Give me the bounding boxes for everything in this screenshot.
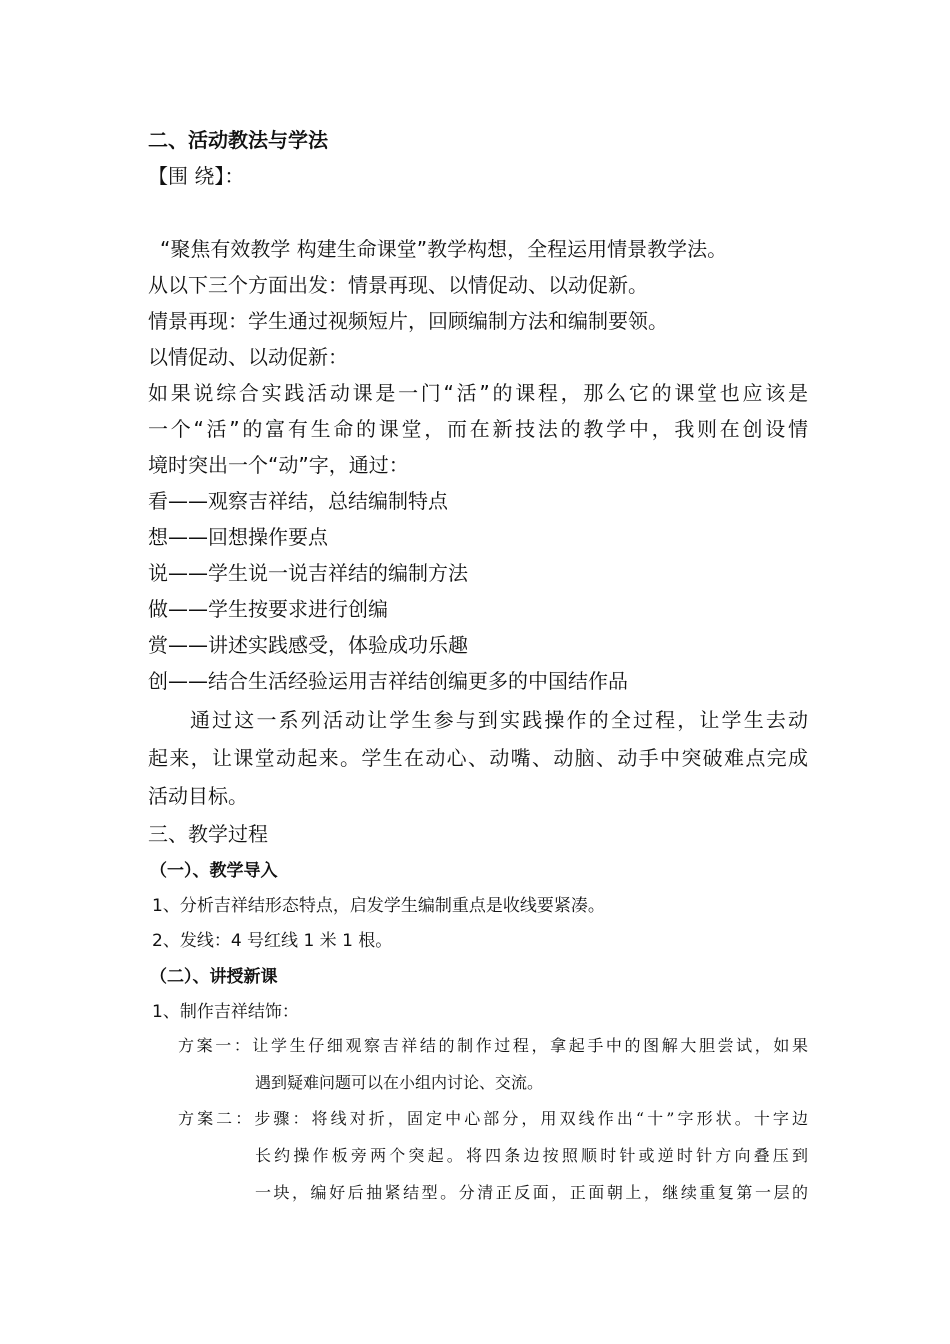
live-paragraph-line: 一个“活”的富有生命的课堂，而在新技法的教学中，我则在创设情 — [148, 417, 808, 441]
subsection-heading: （一）、教学导入 — [150, 861, 278, 881]
plan-two-line: 一块，编好后抽紧结型。分清正反面，正面朝上，继续重复第一层的 — [255, 1183, 808, 1202]
plan-one-line: 遇到疑难问题可以在小组内讨论、交流。 — [255, 1073, 544, 1092]
subsection-heading: （二）、讲授新课 — [150, 967, 278, 987]
intro-item: 1、分析吉祥结形态特点，启发学生编制重点是收线要紧凑。 — [152, 896, 605, 916]
intro-paragraph: “聚焦有效教学 构建生命课堂”教学构想，全程运用情景教学法。 — [160, 237, 728, 261]
scene-paragraph: 情景再现：学生通过视频短片，回顾编制方法和编制要领。 — [148, 309, 668, 333]
live-paragraph-line: 如果说综合实践活动课是一门“活”的课程，那么它的课堂也应该是 — [148, 381, 808, 405]
live-paragraph-line: 境时突出一个“动”字，通过： — [148, 453, 409, 477]
plan-one-line: 方案一：让学生仔细观察吉祥结的制作过程，拿起手中的图解大胆尝试，如果 — [178, 1036, 808, 1055]
summary-paragraph-line: 活动目标。 — [148, 784, 248, 808]
action-item: 说——学生说一说吉祥结的编制方法 — [148, 561, 468, 585]
plan-two-line: 方案二：步骤：将线对折，固定中心部分，用双线作出“十”字形状。十字边 — [178, 1109, 808, 1128]
section-heading-2: 二、活动教法与学法 — [148, 128, 328, 152]
lesson-item: 1、制作吉祥结饰： — [152, 1002, 299, 1022]
summary-paragraph-line: 起来，让课堂动起来。学生在动心、动嘴、动脑、动手中突破难点完成 — [148, 746, 808, 770]
emotion-paragraph: 以情促动、以动促新： — [148, 345, 348, 369]
plan-two-line: 长约操作板旁两个突起。将四条边按照顺时针或逆时针方向叠压到 — [255, 1146, 808, 1165]
action-item: 创——结合生活经验运用吉祥结创编更多的中国结作品 — [148, 669, 628, 693]
action-item: 做——学生按要求进行创编 — [148, 597, 388, 621]
around-label: 【围 绕】： — [148, 164, 245, 188]
action-item: 看——观察吉祥结，总结编制特点 — [148, 489, 448, 513]
intro-item: 2、发线：4 号红线 1 米 1 根。 — [152, 931, 393, 951]
action-item: 赏——讲述实践感受，体验成功乐趣 — [148, 633, 468, 657]
summary-paragraph-line: 通过这一系列活动让学生参与到实践操作的全过程，让学生去动 — [190, 708, 808, 732]
section-heading-3: 三、教学过程 — [148, 822, 268, 846]
three-aspects-paragraph: 从以下三个方面出发：情景再现、以情促动、以动促新。 — [148, 273, 648, 297]
action-item: 想——回想操作要点 — [148, 525, 328, 549]
